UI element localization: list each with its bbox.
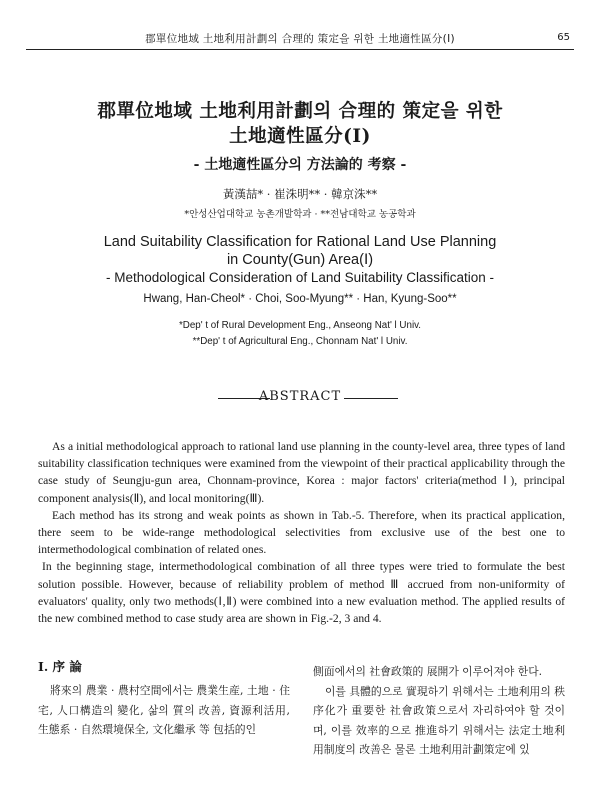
running-header: [0, 28, 600, 50]
abstract-paragraph-2: Each method has its strong and weak points as shown in Tab.-5. Therefore, when its practical application, there seem to be wide-range methodological selectivities from exclusive use of the best one to intermethodological combination of related ones.: [38, 508, 565, 557]
english-affiliation-2: **Dep' t of Agricultural Eng., Chonnam Nat' l Univ.: [192, 336, 408, 347]
korean-title-line2: 土地適性區分(Ⅰ): [229, 126, 371, 147]
english-subtitle: - Methodological Consideration of Land Suitability Classification -: [106, 270, 494, 285]
right-column: [313, 662, 565, 760]
page-number: 65: [557, 32, 570, 43]
abstract-rule-right: [344, 398, 398, 399]
korean-authors: 黃漢喆* · 崔洙明** · 韓京洙**: [222, 187, 378, 201]
abstract-body: [38, 438, 565, 627]
english-affiliation-1: *Dep' t of Rural Development Eng., Anseong Nat' l Univ.: [178, 320, 422, 331]
english-title-line2: in County(Gun) Area(Ⅰ): [226, 252, 374, 268]
abstract-heading: [0, 389, 600, 407]
english-title-line1: Land Suitability Classification for Rational Land Use Planning: [103, 234, 497, 250]
abstract-label: ABSTRACT: [258, 389, 342, 404]
korean-title-line1: 郡單位地域 土地利用計劃의 合理的 策定을 위한: [97, 101, 503, 122]
left-column: [38, 681, 290, 740]
right-column-line1: 側面에서의 社會政策的 展開가 이루어져야 한다.: [313, 665, 543, 678]
section-title-introduction: Ⅰ. 序 論: [38, 659, 82, 674]
english-authors: Hwang, Han-Cheol* · Choi, Soo-Myung** · Han, Kyung-Soo**: [143, 293, 457, 305]
korean-subtitle: - 土地適性區分의 方法論的 考察 -: [193, 157, 407, 173]
korean-affiliations: *안성산업대학교 농촌개발학과 · **전남대학교 농공학과: [184, 209, 416, 220]
header-rule: [26, 49, 574, 50]
left-column-text: 將來의 農業 · 農村空間에서는 農業生産, 土地 · 住宅, 人口構造의 變化, 삶의 質의 改善, 資源利活用, 生態系 · 自然環境保全, 文化繼承 等 包括的인: [38, 684, 290, 736]
abstract-paragraph-3: In the beginning stage, intermethodological combination of all three types were tried to formulate the best solution possible. However, because of reliability problem of method Ⅲ accrued from non-uniformity of evaluators' quality, only two methods(Ⅰ,Ⅱ) were combined into a new evaluation method. The applied results of the new combined method to case study area are shown in Fig.-2, 3 and 4.: [38, 560, 565, 626]
abstract-paragraph-1: As a initial methodological approach to rational land use planning in the county-level area, three types of land suitability classification techniques were examined from the viewpoint of their practical applicability through the case study of Seungju-gun area, Chonnam-province, Korea : major factors' criteria(method Ⅰ), principal component analysis(Ⅱ), and local monitoring(Ⅲ).: [38, 440, 565, 505]
running-head-title: 郡單位地域 土地利用計劃의 合理的 策定을 위한 土地適性區分(Ⅰ): [145, 33, 455, 45]
right-column-paragraph: 이를 具體的으로 實現하기 위해서는 土地利用의 秩序化가 重要한 社會政策으로서 자리하여야 할 것이며, 이를 效率的으로 推進하기 위해서는 法定土地利用制度의 改善은 물론 土地利用計劃策定에 있: [313, 684, 565, 756]
